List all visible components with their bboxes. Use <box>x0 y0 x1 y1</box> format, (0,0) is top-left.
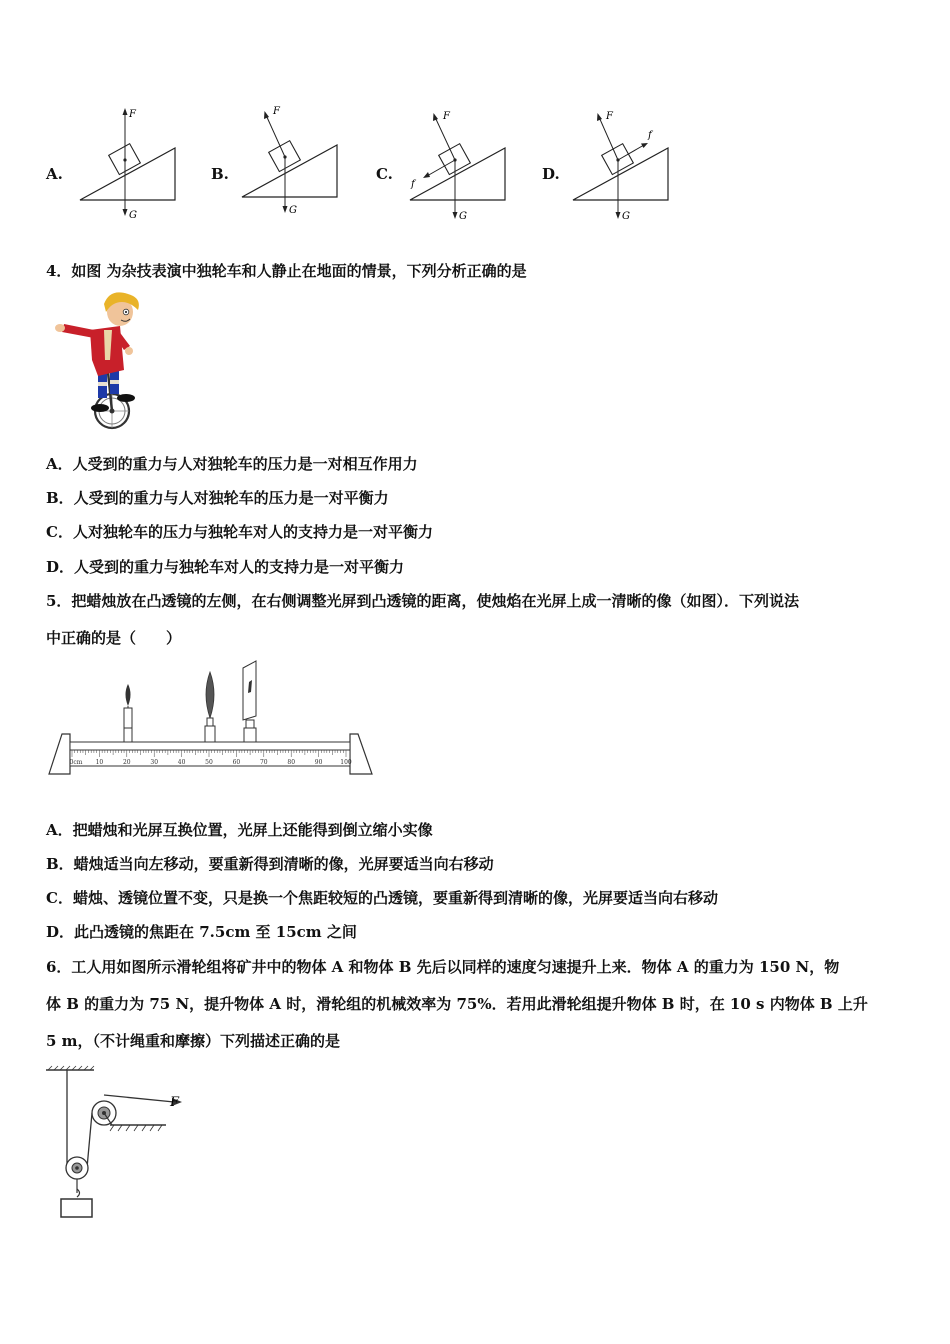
ruler-tick-label: 40 <box>177 759 186 766</box>
q3-option-b-label[interactable]: B. <box>211 165 229 183</box>
q5-option-a[interactable]: A．把蜡烛和光屏互换位置，光屏上还能得到倒立缩小实像 <box>46 821 433 839</box>
force-f-label: F <box>606 111 613 122</box>
q5-stem-line-2: 中正确的是（ ） <box>46 629 182 647</box>
friction-f-label: f <box>648 130 652 141</box>
ruler-tick-label: 90 <box>314 759 323 766</box>
ruler-tick-label: 0cm <box>69 759 83 766</box>
q6-stem-line-3: 5 m，（不计绳重和摩擦）下列描述正确的是 <box>46 1032 341 1050</box>
unicycle-performer-illustration <box>50 290 150 435</box>
q3-option-a-label[interactable]: A. <box>46 165 63 183</box>
q4-option-d[interactable]: D．人受到的重力与独轮车对人的支持力是一对平衡力 <box>46 558 405 576</box>
force-f-label: F <box>273 106 280 117</box>
q4-option-a[interactable]: A．人受到的重力与人对独轮车的压力是一对相互作用力 <box>46 455 418 473</box>
force-g-label: G <box>622 211 630 222</box>
q5-option-b[interactable]: B．蜡烛适当向左移动，要重新得到清晰的像，光屏要适当向右移动 <box>46 855 494 873</box>
friction-f-label: f <box>411 179 415 190</box>
q4-stem: 4．如图 为杂技表演中独轮车和人静止在地面的情景，下列分析正确的是 <box>46 262 527 280</box>
q5-stem-line-1: 5．把蜡烛放在凸透镜的左侧，在右侧调整光屏到凸透镜的距离，使烛焰在光屏上成一清晰的像（如图）．下列说法 <box>46 592 799 610</box>
q3-figure-b <box>237 105 347 225</box>
ruler-tick-label: 20 <box>122 759 131 766</box>
ruler-tick-label: 60 <box>232 759 241 766</box>
q6-stem-line-1: 6．工人用如图所示滑轮组将矿井中的物体 A 和物体 B 先后以同样的速度匀速提升上来．物体 A 的重力为 150 N，物 <box>46 958 840 976</box>
force-f-label: F <box>170 1095 180 1110</box>
candle <box>124 684 132 742</box>
q3-option-d-label[interactable]: D. <box>542 165 560 183</box>
force-g-label: G <box>289 205 297 216</box>
q3-figure-d <box>568 105 678 225</box>
force-f-label: F <box>443 111 450 122</box>
light-screen <box>243 661 256 742</box>
ruler-tick-label: 100 <box>340 759 352 766</box>
q3-figure-a <box>75 105 185 225</box>
q5-option-d[interactable]: D．此凸透镜的焦距在 7.5cm 至 15cm 之间 <box>46 923 357 941</box>
q3-option-c-label[interactable]: C. <box>376 165 393 183</box>
force-g-label: G <box>459 211 467 222</box>
force-g-label: G <box>129 210 137 221</box>
q3-figure-c <box>405 105 515 225</box>
ruler-tick-label: 50 <box>205 759 213 766</box>
pulley-system-figure <box>44 1065 204 1225</box>
force-f-label: F <box>129 109 136 120</box>
optical-bench-figure <box>46 658 376 783</box>
q5-option-c[interactable]: C．蜡烛、透镜位置不变，只是换一个焦距较短的凸透镜，要重新得到清晰的像，光屏要适当向右移动 <box>46 889 718 907</box>
q4-option-c[interactable]: C．人对独轮车的压力与独轮车对人的支持力是一对平衡力 <box>46 523 433 541</box>
q6-stem-line-2: 体 B 的重力为 75 N，提升物体 A 时，滑轮组的机械效率为 75%．若用此滑轮组提升物体 B 时，在 10 s 内物体 B 上升 <box>46 995 868 1013</box>
ruler-tick-label: 10 <box>95 759 104 766</box>
convex-lens <box>205 672 215 742</box>
ruler-tick-label: 30 <box>150 759 159 766</box>
ruler-tick-label: 80 <box>287 759 296 766</box>
ruler-tick-label: 70 <box>259 759 268 766</box>
q4-option-b[interactable]: B．人受到的重力与人对独轮车的压力是一对平衡力 <box>46 489 389 507</box>
